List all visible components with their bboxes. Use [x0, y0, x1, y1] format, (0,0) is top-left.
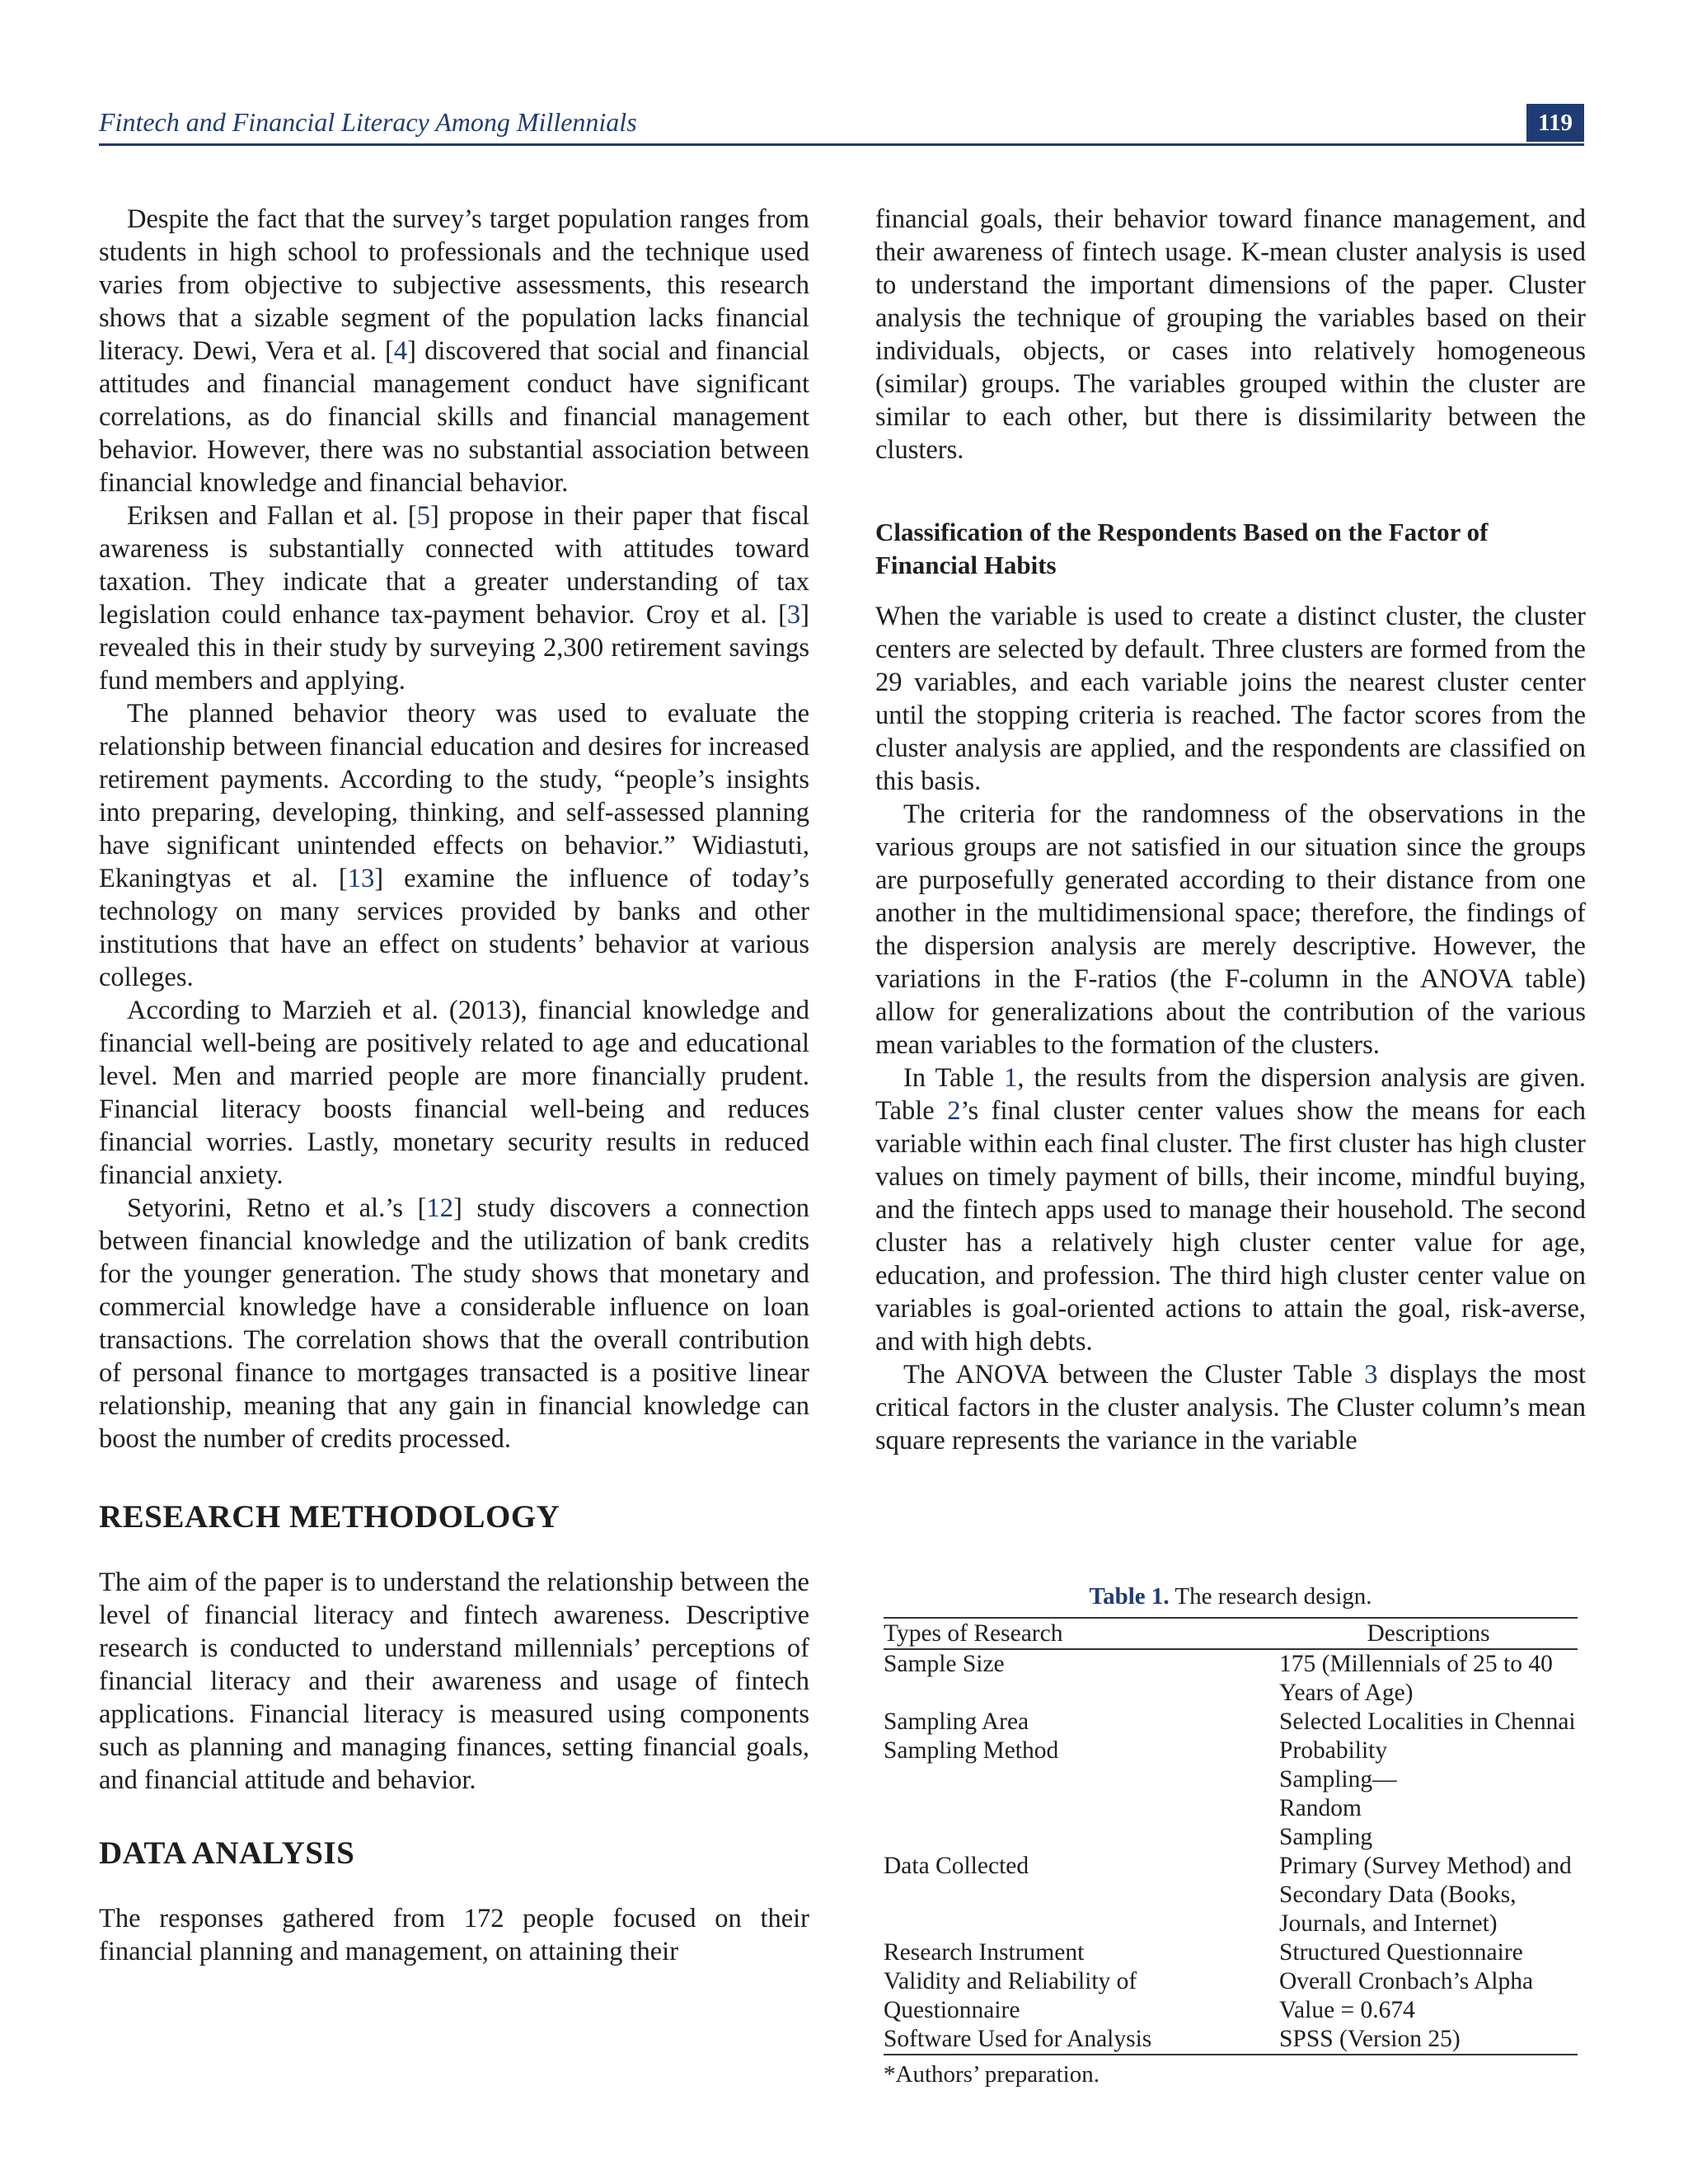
citation-link[interactable]: 12: [426, 1193, 453, 1223]
table-cell: SPSS (Version 25): [1279, 2026, 1461, 2052]
paragraph: Setyorini, Retno et al.’s [12] study discovers a connection between financial knowledge and the utilization of bank credits for the younger generation. The study shows that monetary and commercial knowledge have a considerable influence on loan transactions. The correlation shows that the overall contribution of personal finance to mortgages transacted is a positive linear relationship, meaning that any gain in financial knowledge can boost the number of credits processed.: [99, 1193, 809, 1454]
table-row: [884, 1938, 1578, 1967]
section-heading-data-analysis: DATA ANALYSIS: [99, 1835, 355, 1871]
table-cell: Sampling Method: [884, 1737, 1059, 1764]
section-heading-methodology: RESEARCH METHODOLOGY: [99, 1499, 560, 1535]
paragraph: The ANOVA between the Cluster Table 3 displays the most critical factors in the cluster analysis. The Cluster column’s mean square represents the variance in the variable: [875, 1360, 1586, 1455]
citation-link[interactable]: 13: [347, 864, 375, 893]
table-cell: Structured Questionnaire: [1279, 1939, 1523, 1966]
table-cell: Research Instrument: [884, 1939, 1085, 1966]
running-header: [99, 105, 1584, 146]
table-cell: Overall Cronbach’s Alpha Value = 0.674: [1279, 1968, 1534, 2023]
citation-link[interactable]: 5: [416, 501, 431, 531]
research-design-table: [884, 1581, 1578, 2090]
right-column: [875, 203, 1586, 1457]
page-number: 119: [1526, 104, 1584, 142]
paragraph: The aim of the paper is to understand the relationship between the level of financial literacy and fintech awareness. Descriptive research is conducted to understand millennials’ perceptions of financial literacy and their awareness and usage of fintech applications. Financial literacy is measured using components such as planning and managing finances, setting financial goals, and financial attitude and behavior.: [99, 1568, 809, 1795]
paragraph: The criteria for the randomness of the observations in the various groups are not satisfied in our situation since the groups are purposefully generated according to their distance from one another in the multidimensional space; therefore, the findings of the dispersion analysis are merely descriptive. However, the variations in the F-ratios (the F-column in the ANOVA table) allow for generalizations about the contribution of the various mean variables to the formation of the clusters.: [875, 799, 1586, 1060]
table-cell: Sample Size: [884, 1651, 1005, 1677]
table-row: [884, 1736, 1578, 1852]
paragraph: When the variable is used to create a distinct cluster, the cluster centers are selected by default. Three clusters are formed from the 29 variables, and each variable joins the nearest cluster center until the stopping criteria is reached. The factor scores from the cluster analysis are applied, and the respondents are classified on this basis.: [875, 602, 1586, 796]
table-row: [884, 1852, 1578, 1938]
table-link[interactable]: 1: [1004, 1063, 1018, 1093]
table-caption: Table 1. The research design.: [1089, 1583, 1372, 1610]
paragraph: Despite the fact that the survey’s target population ranges from students in high school to professionals and the technique used varies from objective to subjective assessments, this research shows that a sizable segment of the population lacks financial literacy. Dewi, Vera et al. [4] discovered that social and financial attitudes and financial management conduct have significant correlations, as do financial skills and financial management behavior. However, there was no substantial association between financial knowledge and financial behavior.: [99, 204, 809, 498]
table-cell: Software Used for Analysis: [884, 2026, 1152, 2052]
table-header-row: [884, 1618, 1578, 1649]
paragraph: Eriksen and Fallan et al. [5] propose in their paper that fiscal awareness is substantially connected with attitudes toward taxation. They indicate that a greater understanding of tax legislation could enhance tax-payment behavior. Croy et al. [3] revealed this in their study by surveying 2,300 retirement savings fund members and applying.: [99, 501, 810, 696]
table-row: [884, 1967, 1578, 2025]
table-cell: 175 (Millennials of 25 to 40 Years of Age): [1279, 1651, 1553, 1706]
table-cell: Primary (Survey Method) and Secondary Data (Books, Journals, and Internet): [1279, 1853, 1572, 1937]
table-cell: Sampling Area: [884, 1708, 1029, 1735]
table-cell: Validity and Reliability of Questionnaire: [884, 1968, 1137, 2023]
citation-link[interactable]: 3: [786, 600, 801, 630]
running-title: Fintech and Financial Literacy Among Millennials: [99, 107, 637, 137]
paragraph: The planned behavior theory was used to evaluate the relationship between financial education and desires for increased retirement payments. According to the study, “people’s insights into preparing, developing, thinking, and self-assessed planning have significant unintended effects on behavior.” Widiastuti, Ekaningtyas et al. [13] examine the influence of today’s technology on many services provided by banks and other institutions that have an effect on students’ behavior at various colleges.: [99, 699, 809, 992]
paragraph: According to Marzieh et al. (2013), financial knowledge and financial well-being are positively related to age and educational level. Men and married people are more financially prudent. Financial literacy boosts financial well-being and reduces financial worries. Lastly, monetary security results in reduced financial anxiety.: [99, 996, 809, 1190]
table-link[interactable]: 3: [1364, 1360, 1378, 1390]
paragraph: In Table 1, the results from the dispersion analysis are given. Table 2’s final cluster center values show the means for each variable within each final cluster. The first cluster has high cluster values on timely payment of bills, their income, mindful buying, and the fintech apps used to manage their household. The second cluster has a relatively high cluster center value for age, education, and profession. The third high cluster center value on variables is goal-oriented actions to attain the goal, risk-averse, and with high debts.: [875, 1063, 1586, 1357]
table-row: [884, 2025, 1578, 2055]
table-cell: Probability Sampling—Random Sampling: [1279, 1737, 1397, 1850]
citation-link[interactable]: 4: [393, 336, 408, 366]
table-cell: Data Collected: [884, 1853, 1029, 1879]
table-row: [884, 1649, 1578, 1708]
subsection-heading: Classification of the Respondents Based on the Factor of Financial Habits: [875, 518, 1489, 579]
column-header: Descriptions: [1367, 1620, 1490, 1647]
paragraph: The responses gathered from 172 people focused on their financial planning and management, on attaining their: [99, 1904, 809, 1966]
paragraph: financial goals, their behavior toward finance management, and their awareness of fintech usage. K-mean cluster analysis is used to understand the important dimensions of the paper. Cluster analysis the technique of grouping the variables based on their individuals, objects, or cases into relatively homogeneous (similar) groups. The variables grouped within the cluster are similar to each other, but there is dissimilarity between the clusters.: [875, 204, 1586, 465]
table-footnote: *Authors’ preparation.: [884, 2061, 1100, 2088]
left-column: [99, 203, 809, 1968]
table-row: [884, 1708, 1578, 1736]
table: [884, 1617, 1578, 2055]
table-cell: Selected Localities in Chennai: [1279, 1708, 1576, 1735]
column-header: Types of Research: [884, 1620, 1063, 1647]
table-link[interactable]: 2: [947, 1096, 961, 1126]
